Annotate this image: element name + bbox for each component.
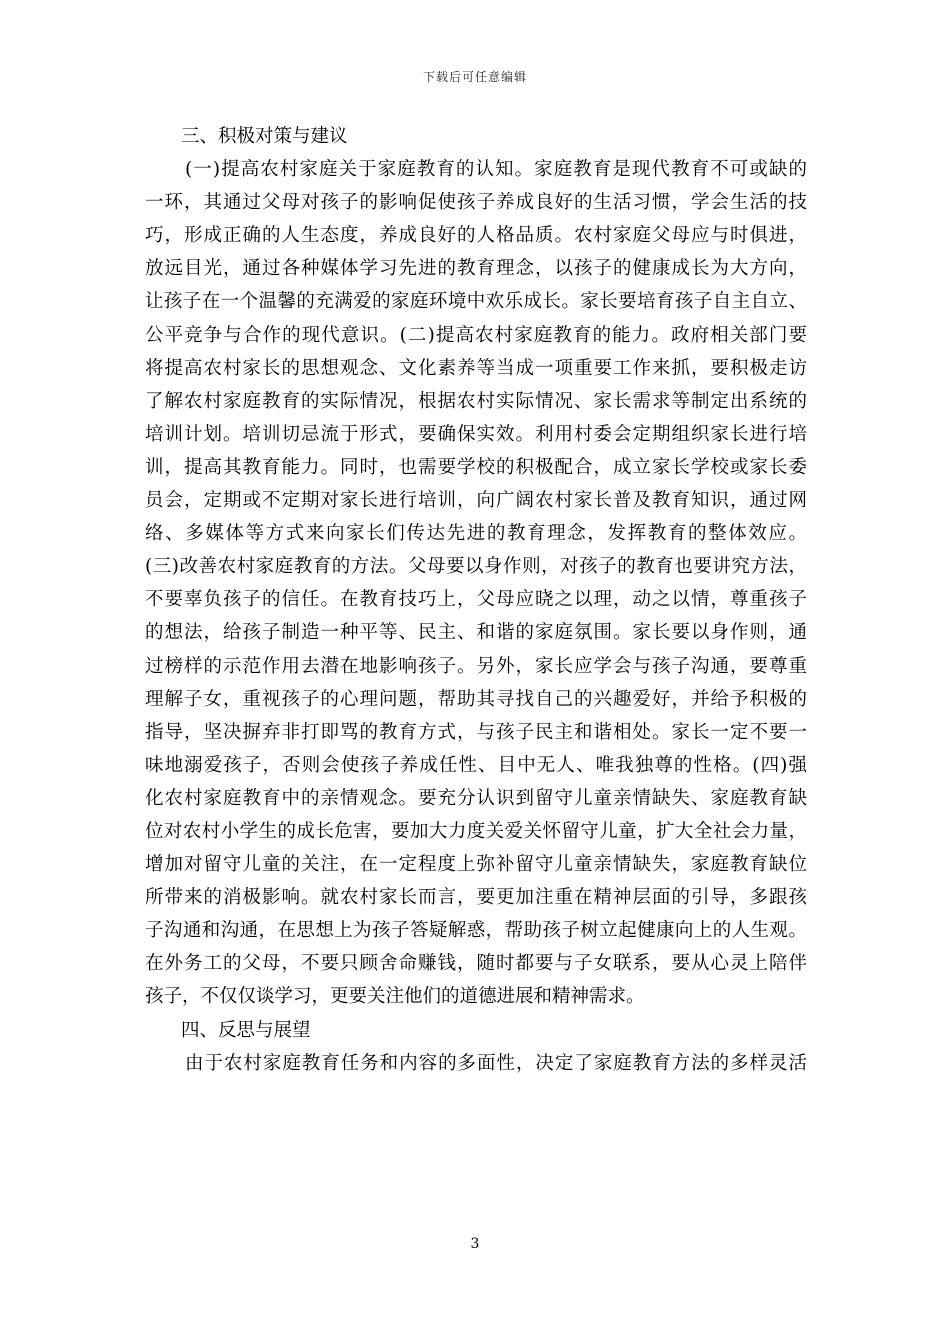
paragraph-line: (三)改善农村家庭教育的方法。父母要以身作则，对孩子的教育也要讲究方法， bbox=[145, 556, 807, 578]
paragraph-line: 所带来的消极影响。就农村家长而言，要更加注重在精神层面的引导，多跟孩 bbox=[145, 887, 807, 909]
document-body bbox=[145, 120, 807, 1080]
paragraph-line: 放远目光，通过各种媒体学习先进的教育理念，以孩子的健康成长为大方向， bbox=[145, 258, 807, 280]
paragraph-line: 化农村家庭教育中的亲情观念。要充分认识到留守儿童亲情缺失、家庭教育缺 bbox=[145, 787, 807, 809]
page-header: 下载后可任意编辑 bbox=[422, 70, 527, 84]
paragraph-line: 员会，定期或不定期对家长进行培训，向广阔农村家长普及教育知识，通过网 bbox=[145, 490, 807, 512]
paragraph-line: 了解农村家庭教育的实际情况，根据农村实际情况、家长需求等制定出系统的 bbox=[145, 390, 807, 412]
paragraph-line: 理解子女，重视孩子的心理问题，帮助其寻找自己的兴趣爱好，并给予积极的 bbox=[145, 688, 807, 710]
paragraph-line: 的想法，给孩子制造一种平等、民主、和谐的家庭氛围。家长要以身作则，通 bbox=[145, 622, 807, 644]
paragraph-line: 公平竞争与合作的现代意识。(二)提高农村家庭教育的能力。政府相关部门要 bbox=[145, 324, 807, 346]
paragraph-line: 由于农村家庭教育任务和内容的多面性，决定了家庭教育方法的多样灵活 bbox=[185, 1052, 807, 1074]
paragraph-line: 让孩子在一个温馨的充满爱的家庭环境中欢乐成长。家长要培育孩子自主自立、 bbox=[145, 291, 807, 313]
paragraph-line: 过榜样的示范作用去潜在地影响孩子。另外，家长应学会与孩子沟通，要尊重 bbox=[145, 655, 807, 677]
paragraph-line: 巧，形成正确的人生态度，养成良好的人格品质。农村家庭父母应与时俱进， bbox=[145, 225, 807, 247]
paragraph-line: 培训计划。培训切忌流于形式，要确保实效。利用村委会定期组织家长进行培 bbox=[145, 423, 807, 445]
paragraph-line: 增加对留守儿童的关注，在一定程度上弥补留守儿童亲情缺失，家庭教育缺位 bbox=[145, 854, 807, 876]
paragraph-line: 一环，其通过父母对孩子的影响促使孩子养成良好的生活习惯，学会生活的技 bbox=[145, 192, 807, 214]
paragraph-line: 在外务工的父母，不要只顾舍命赚钱，随时都要与子女联系，要从心灵上陪伴 bbox=[145, 953, 807, 975]
section-heading: 四、反思与展望 bbox=[181, 1019, 311, 1041]
paragraph-line: 不要辜负孩子的信任。在教育技巧上，父母应晓之以理，动之以情，尊重孩子 bbox=[145, 589, 807, 611]
page-number: 3 bbox=[470, 1236, 480, 1252]
paragraph-line: 位对农村小学生的成长危害，要加大力度关爱关怀留守儿童，扩大全社会力量， bbox=[145, 820, 807, 842]
paragraph-line: 训，提高其教育能力。同时，也需要学校的积极配合，成立家长学校或家长委 bbox=[145, 456, 807, 478]
paragraph-line: 孩子，不仅仅谈学习，更要关注他们的道德进展和精神需求。 bbox=[145, 986, 645, 1008]
paragraph-line: 指导，坚决摒弃非打即骂的教育方式，与孩子民主和谐相处。家长一定不要一 bbox=[145, 721, 807, 743]
section-heading: 三、积极对策与建议 bbox=[181, 126, 348, 147]
paragraph-line: 络、多媒体等方式来向家长们传达先进的教育理念，发挥教育的整体效应。 bbox=[145, 523, 807, 545]
paragraph-line: (一)提高农村家庭关于家庭教育的认知。家庭教育是现代教育不可或缺的 bbox=[185, 159, 807, 181]
paragraph-line: 子沟通和沟通，在思想上为孩子答疑解惑，帮助孩子树立起健康向上的人生观。 bbox=[145, 920, 807, 942]
paragraph-line: 味地溺爱孩子，否则会使孩子养成任性、目中无人、唯我独尊的性格。(四)强 bbox=[145, 754, 807, 776]
paragraph-line: 将提高农村家长的思想观念、文化素养等当成一项重要工作来抓，要积极走访 bbox=[145, 357, 807, 379]
